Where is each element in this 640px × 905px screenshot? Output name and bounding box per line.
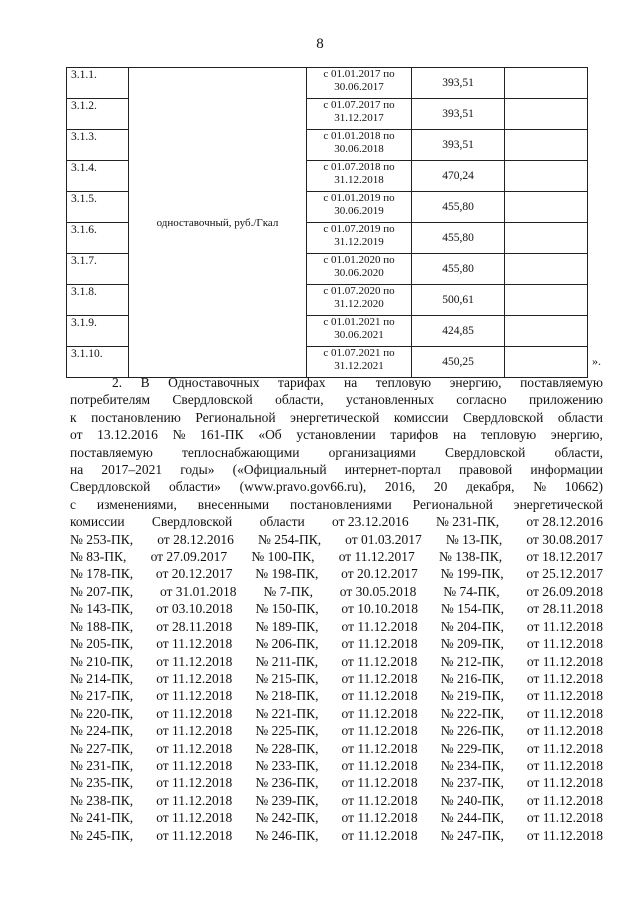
text-line	[70, 444, 603, 461]
text-token: № 212-ПК,	[440, 653, 504, 669]
text-token: от 11.12.2018	[156, 810, 233, 826]
text-token: № 188-ПК,	[70, 618, 134, 634]
text-line	[70, 653, 603, 670]
text-token: от 11.12.2018	[526, 723, 603, 739]
text-token: энергию,	[449, 375, 502, 390]
text-token: № 204-ПК,	[440, 618, 504, 634]
period-end-text: 30.06.2020	[334, 267, 384, 279]
text-token: от 11.12.2018	[341, 636, 418, 652]
text-token: тарифах	[277, 375, 326, 390]
empty-cell	[505, 316, 588, 347]
text-token: № 239-ПК,	[255, 792, 319, 808]
text-token: от	[70, 427, 83, 443]
text-token: от 11.12.2018	[156, 723, 233, 739]
period-start-text: с 01.07.2021 по	[323, 347, 395, 359]
text-token: № 242-ПК,	[255, 810, 319, 826]
text-token: согласно	[456, 392, 507, 408]
text-token: №	[533, 479, 547, 495]
text-token: № 246-ПК,	[255, 827, 319, 843]
text-token: 161-ПК	[200, 427, 244, 443]
text-token: от 11.12.2018	[526, 757, 603, 773]
text-token: № 247-ПК,	[440, 827, 504, 843]
empty-cell	[505, 130, 588, 161]
text-token: поставляемую	[520, 375, 603, 390]
text-token: от 11.12.2018	[156, 827, 233, 843]
text-token: № 221-ПК,	[255, 705, 319, 721]
empty-cell	[505, 192, 588, 223]
text-line	[70, 635, 603, 652]
period-start-text: с 01.01.2021 по	[323, 316, 395, 328]
period-cell	[307, 99, 412, 130]
text-token: № 226-ПК,	[440, 723, 504, 739]
period-cell	[307, 68, 412, 99]
text-token: № 138-ПК,	[439, 549, 503, 565]
text-token: от 20.12.2017	[155, 566, 233, 582]
period-start-text: с 01.07.2018 по	[323, 161, 395, 173]
text-token: № 231-ПК,	[70, 757, 134, 773]
text-token: установленных	[345, 392, 434, 408]
text-token: энергию,	[550, 427, 603, 443]
empty-cell	[505, 161, 588, 192]
text-token: от 11.12.2018	[526, 670, 603, 686]
text-line	[70, 513, 603, 530]
period-end-text: 31.12.2017	[334, 112, 384, 124]
period-start-text: с 01.01.2020 по	[323, 254, 395, 266]
text-token: № 205-ПК,	[70, 636, 134, 652]
period-start-text: с 01.01.2018 по	[323, 130, 395, 142]
tariff-value-cell: 393,51	[412, 68, 505, 99]
text-line	[70, 496, 603, 513]
text-token: № 83-ПК,	[70, 549, 127, 565]
text-token: В	[140, 375, 150, 390]
tariff-table	[66, 67, 588, 378]
text-token: на	[344, 375, 358, 390]
row-number-cell: 3.1.7.	[67, 254, 129, 285]
text-token: от 11.12.2018	[341, 827, 418, 843]
text-token: от 11.12.2018	[341, 653, 418, 669]
text-token: № 253-ПК,	[70, 531, 134, 547]
text-token: приложению	[528, 392, 603, 408]
text-token: Свердловской	[172, 392, 253, 408]
text-token: информации	[530, 462, 603, 478]
text-token: № 214-ПК,	[70, 670, 134, 686]
text-line	[70, 426, 603, 443]
text-token: от 20.12.2017	[341, 566, 418, 582]
text-token: внесенными	[197, 496, 270, 512]
text-line	[70, 565, 603, 582]
tariff-value-cell: 424,85	[412, 316, 505, 347]
text-token: № 211-ПК,	[255, 653, 319, 669]
text-line	[70, 827, 603, 844]
period-end-text: 30.06.2017	[334, 81, 384, 93]
tariff-type-cell: одноставочный, руб./Гкал	[129, 68, 307, 378]
row-number-cell: 3.1.5.	[67, 192, 129, 223]
text-token: от 11.12.2018	[341, 723, 418, 739]
text-token: энергетической	[513, 496, 603, 512]
text-token: от 11.12.2018	[156, 757, 233, 773]
row-number-cell: 3.1.2.	[67, 99, 129, 130]
text-token: от 11.12.2018	[156, 688, 233, 704]
text-token: от 11.12.2018	[526, 775, 603, 791]
text-token: Региональной	[195, 409, 276, 425]
tariff-value-cell: 393,51	[412, 130, 505, 161]
text-token: области»	[169, 479, 221, 495]
text-token: с	[70, 496, 76, 512]
text-token: годы»	[180, 462, 215, 478]
text-token: к	[70, 409, 77, 425]
text-token: от 03.10.2018	[155, 601, 233, 617]
text-token: № 178-ПК,	[70, 566, 134, 582]
text-token: от 23.12.2016	[332, 514, 409, 530]
period-cell	[307, 254, 412, 285]
text-token: тепловую	[480, 427, 537, 443]
text-token: области,	[554, 444, 603, 460]
text-token: от 11.12.2018	[526, 618, 603, 634]
text-token: № 220-ПК,	[70, 705, 134, 721]
text-line	[70, 792, 603, 809]
empty-cell	[505, 223, 588, 254]
period-start-text: с 01.01.2017 по	[323, 68, 395, 80]
text-token: Свердловской	[70, 479, 151, 495]
empty-cell	[505, 285, 588, 316]
text-token: от 11.12.2018	[526, 810, 603, 826]
text-token: от 11.12.2018	[341, 775, 418, 791]
period-cell	[307, 285, 412, 316]
text-token: от 18.12.2017	[526, 549, 603, 565]
text-line	[70, 740, 603, 757]
tariff-value-cell: 455,80	[412, 223, 505, 254]
text-token: от 11.12.2018	[156, 705, 233, 721]
text-token: от 11.12.2018	[156, 670, 233, 686]
empty-cell	[505, 254, 588, 285]
text-line	[70, 478, 603, 495]
text-token: Свердловской	[462, 409, 544, 425]
text-line	[70, 548, 603, 565]
text-token: от 11.12.2018	[526, 636, 603, 652]
text-token: («Официальный	[232, 462, 327, 478]
empty-cell	[505, 347, 588, 378]
text-token: № 245-ПК,	[70, 827, 134, 843]
text-token: Свердловской	[151, 514, 233, 530]
page-number: 8	[316, 36, 324, 52]
row-number-cell: 3.1.1.	[67, 68, 129, 99]
text-token: от 26.09.2018	[526, 583, 603, 599]
text-token: «Об	[258, 427, 282, 443]
amendment-paragraph	[70, 374, 603, 844]
tariff-value-cell: 470,24	[412, 161, 505, 192]
text-token: области	[259, 514, 305, 530]
text-token: № 244-ПК,	[440, 810, 504, 826]
text-token: № 74-ПК,	[443, 583, 500, 599]
text-token: от 11.12.2018	[341, 705, 418, 721]
text-token: энергетической	[290, 409, 380, 425]
period-start-text: с 01.07.2020 по	[323, 285, 395, 297]
text-token: 20	[433, 479, 448, 495]
text-token: № 219-ПК,	[440, 688, 504, 704]
text-token: Одноставочных	[168, 375, 260, 390]
text-token: № 143-ПК,	[70, 601, 134, 617]
text-token: № 227-ПК,	[70, 740, 134, 756]
tariff-table-body	[67, 68, 588, 378]
text-token: от 11.12.2018	[341, 757, 418, 773]
period-cell	[307, 130, 412, 161]
text-token: от 11.12.2018	[526, 792, 603, 808]
text-token: № 218-ПК,	[255, 688, 319, 704]
text-token: № 234-ПК,	[440, 757, 504, 773]
period-end-text: 31.12.2018	[334, 174, 384, 186]
text-token: 13.12.2016	[97, 427, 158, 443]
text-token: комиссии	[393, 409, 449, 425]
text-token: области,	[275, 392, 324, 408]
text-token: правовой	[458, 462, 513, 478]
period-start-text: с 01.01.2019 по	[323, 192, 395, 204]
text-token: от 11.12.2018	[526, 688, 603, 704]
period-cell	[307, 161, 412, 192]
text-line	[70, 409, 603, 426]
text-token: № 13-ПК,	[445, 531, 503, 547]
tariff-value-cell: 455,80	[412, 192, 505, 223]
text-token: от 10.10.2018	[341, 601, 419, 617]
text-token: № 189-ПК,	[255, 618, 319, 634]
row-number-cell: 3.1.8.	[67, 285, 129, 316]
text-token: № 228-ПК,	[255, 740, 319, 756]
row-number-cell: 3.1.6.	[67, 223, 129, 254]
row-number-cell: 3.1.4.	[67, 161, 129, 192]
text-token: постановлениями	[290, 496, 392, 512]
text-token: от 28.12.2016	[526, 514, 603, 530]
text-token: организациями	[328, 444, 416, 460]
text-token: 2.	[112, 375, 123, 390]
text-token: изменениями,	[96, 496, 177, 512]
text-line	[70, 531, 603, 548]
table-row	[67, 68, 588, 99]
period-start-text: с 01.07.2017 по	[323, 99, 395, 111]
text-token: от 11.12.2018	[341, 810, 418, 826]
text-line	[70, 705, 603, 722]
text-token: № 215-ПК,	[255, 670, 319, 686]
tariff-value-cell: 450,25	[412, 347, 505, 378]
empty-cell	[505, 99, 588, 130]
text-token: №	[172, 427, 186, 443]
text-token: № 217-ПК,	[70, 688, 134, 704]
text-token: области	[557, 409, 603, 425]
period-end-text: 31.12.2020	[334, 298, 384, 310]
text-token: от 11.12.2018	[156, 775, 233, 791]
text-token: от 11.12.2018	[341, 792, 418, 808]
text-token: поставляемую	[70, 444, 153, 460]
text-token: 2017–2021	[101, 462, 163, 478]
text-line	[70, 757, 603, 774]
period-end-text: 31.12.2019	[334, 236, 384, 248]
text-token: от 11.12.2018	[341, 688, 418, 704]
text-token: № 150-ПК,	[255, 601, 319, 617]
text-token: № 216-ПК,	[440, 670, 504, 686]
text-token: № 236-ПК,	[255, 775, 319, 791]
text-token: от 11.12.2018	[341, 740, 418, 756]
tariff-value-cell: 500,61	[412, 285, 505, 316]
text-token: от 30.05.2018	[339, 583, 417, 599]
text-token: № 7-ПК,	[263, 583, 313, 599]
text-token: от 28.11.2018	[526, 601, 603, 617]
text-token: № 241-ПК,	[70, 810, 134, 826]
text-token: № 254-ПК,	[257, 531, 322, 547]
text-token: № 233-ПК,	[255, 757, 319, 773]
tariff-value-cell: 393,51	[412, 99, 505, 130]
text-token: от 11.12.2018	[156, 653, 233, 669]
text-token: от 11.12.2017	[338, 549, 415, 565]
text-token: № 198-ПК,	[255, 566, 319, 582]
text-token: 2016,	[384, 479, 416, 495]
text-token: от 11.12.2018	[156, 636, 233, 652]
text-token: от 28.12.2016	[157, 531, 234, 547]
row-number-cell: 3.1.3.	[67, 130, 129, 161]
text-token: № 206-ПК,	[255, 636, 319, 652]
text-token: от 28.11.2018	[156, 618, 233, 634]
text-line	[70, 670, 603, 687]
text-line	[70, 391, 603, 408]
text-token: № 237-ПК,	[440, 775, 504, 791]
row-number-cell: 3.1.9.	[67, 316, 129, 347]
text-token: от 11.12.2018	[526, 705, 603, 721]
text-line	[70, 461, 603, 478]
text-token: комиссии	[70, 514, 125, 530]
text-token: № 210-ПК,	[70, 653, 134, 669]
text-token: № 207-ПК,	[70, 583, 134, 599]
text-token: на	[452, 427, 467, 443]
text-token: № 235-ПК,	[70, 775, 134, 791]
text-token: от 30.08.2017	[526, 531, 603, 547]
text-token: от 27.09.2017	[150, 549, 228, 565]
text-token: на	[70, 462, 84, 478]
closing-quote-mark: ».	[592, 354, 601, 368]
period-end-text: 30.06.2021	[334, 329, 384, 341]
period-end-text: 30.06.2019	[334, 205, 384, 217]
text-token: от 11.12.2018	[341, 670, 418, 686]
text-line	[70, 583, 603, 600]
text-token: тепловую	[375, 375, 432, 390]
period-cell	[307, 316, 412, 347]
text-token: от 01.03.2017	[345, 531, 422, 547]
text-line	[70, 722, 603, 739]
text-token: № 222-ПК,	[440, 705, 504, 721]
text-token: от 31.01.2018	[159, 583, 237, 599]
text-token: декабря,	[466, 479, 515, 495]
text-token: установлении	[296, 427, 376, 443]
text-line	[70, 374, 603, 391]
text-token: от 11.12.2018	[526, 653, 603, 669]
text-token: от 11.12.2018	[341, 618, 418, 634]
text-token: № 231-ПК,	[435, 514, 500, 530]
text-line	[70, 774, 603, 791]
tariff-value-cell: 455,80	[412, 254, 505, 285]
text-token: № 225-ПК,	[255, 723, 319, 739]
text-token: теплоснабжающими	[182, 444, 300, 460]
text-token: № 154-ПК,	[440, 601, 505, 617]
text-token: от 25.12.2017	[526, 566, 603, 582]
text-token: № 100-ПК,	[251, 549, 315, 565]
text-line	[70, 618, 603, 635]
text-token: № 224-ПК,	[70, 723, 134, 739]
period-cell	[307, 223, 412, 254]
period-end-text: 31.12.2021	[334, 360, 384, 372]
empty-cell	[505, 68, 588, 99]
text-token: 10662)	[564, 479, 603, 495]
text-line	[70, 600, 603, 617]
text-token: от 11.12.2018	[526, 740, 603, 756]
text-line	[70, 809, 603, 826]
period-cell	[307, 347, 412, 378]
text-token: № 199-ПК,	[440, 566, 504, 582]
text-token: от 11.12.2018	[156, 792, 233, 808]
text-token: тарифов	[390, 427, 439, 443]
text-token: № 240-ПК,	[440, 792, 504, 808]
text-token: постановлению	[91, 409, 181, 425]
text-token: Региональной	[412, 496, 493, 512]
row-number-cell: 3.1.10.	[67, 347, 129, 378]
text-token: интернет-портал	[344, 462, 441, 478]
text-token: № 209-ПК,	[440, 636, 504, 652]
period-start-text: с 01.07.2019 по	[323, 223, 395, 235]
text-token: от 11.12.2018	[156, 740, 233, 756]
text-token: потребителям	[70, 392, 151, 408]
period-cell	[307, 192, 412, 223]
text-line	[70, 687, 603, 704]
period-end-text: 30.06.2018	[334, 143, 384, 155]
text-token: Свердловской	[444, 444, 526, 460]
text-token: № 238-ПК,	[70, 792, 134, 808]
text-token: (www.pravo.gov66.ru),	[239, 479, 367, 495]
text-token: № 229-ПК,	[440, 740, 504, 756]
text-token: от 11.12.2018	[526, 827, 603, 843]
